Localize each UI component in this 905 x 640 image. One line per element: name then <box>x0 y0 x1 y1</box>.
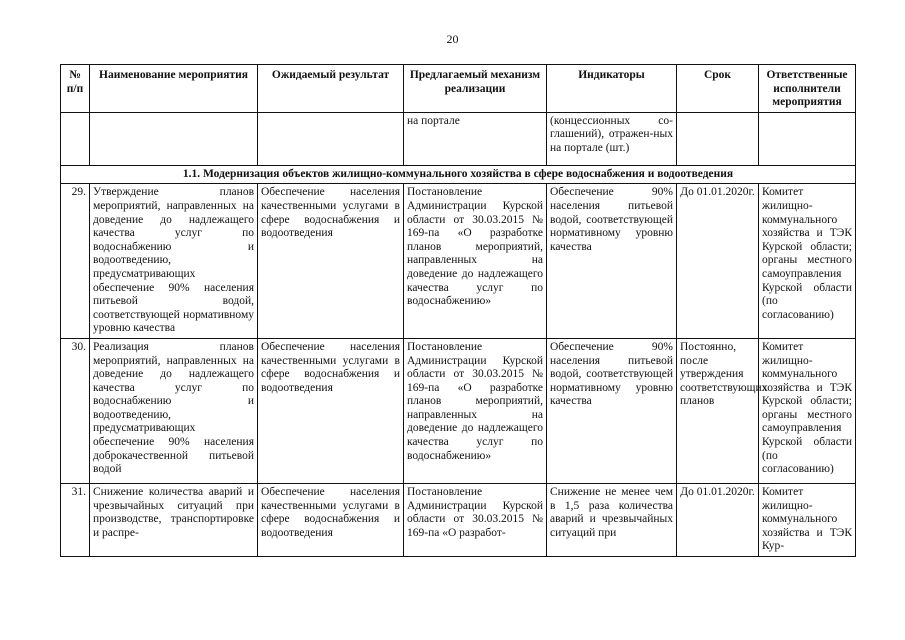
table-row <box>61 483 856 556</box>
header-mechanism: Предлагаемый механизм реализации <box>404 65 547 113</box>
header-row <box>61 65 856 113</box>
cell-responsible: Комитет жилищно-коммунального хозяйства и ТЭК Курской области; органы местного самоуправления Курской области (по согласованию) <box>759 338 856 483</box>
cell-indicators: Снижение не менее чем в 1,5 раза количества аварий и чрезвычайных ситуаций при <box>547 483 677 556</box>
cell-mechanism: на портале <box>404 112 547 165</box>
header-name: Наименование мероприятия <box>90 65 258 113</box>
cell-result: Обеспечение населения качественными услугами в сфере водоснабжения и водоотведения <box>258 184 404 339</box>
header-responsible: Ответственные исполнители мероприятия <box>759 65 856 113</box>
cell-result: Обеспечение населения качественными услугами в сфере водоснабжения и водоотведения <box>258 338 404 483</box>
header-num: № п/п <box>61 65 90 113</box>
cell-num: 31. <box>61 483 90 556</box>
cell-responsible: Комитет жилищно-коммунального хозяйства и ТЭК Курской области; органы местного самоуправления Курской области (по согласованию) <box>759 184 856 339</box>
continuation-row <box>61 112 856 165</box>
header-result: Ожидаемый результат <box>258 65 404 113</box>
cell-name: Снижение количества аварий и чрезвычайных ситуаций при производстве, транспортировке и распре- <box>90 483 258 556</box>
cell-mechanism: Постановление Администрации Курской области от 30.03.2015 № 169-па «О разработке планов мероприятий, направленных на доведение до надлежащего качества услуг по водоснабжению» <box>404 184 547 339</box>
header-term: Срок <box>677 65 759 113</box>
cell-mechanism: Постановление Администрации Курской области от 30.03.2015 № 169-па «О разработ- <box>404 483 547 556</box>
cell-term: До 01.01.2020г. <box>677 483 759 556</box>
page-number: 20 <box>446 32 459 46</box>
table-row <box>61 184 856 339</box>
cell-result: Обеспечение населения качественными услугами в сфере водоснабжения и водоотведения <box>258 483 404 556</box>
cell-term: Постоянно, после утверждения соответствующих планов <box>677 338 759 483</box>
measures-table <box>60 64 856 557</box>
cell-num: 30. <box>61 338 90 483</box>
table-row <box>61 338 856 483</box>
header-indicators: Индикаторы <box>547 65 677 113</box>
cell-indicators: Обеспечение 90% населения питьевой водой, соответствующей нормативному уровню качества <box>547 338 677 483</box>
cell-indicators: (концессионных со-глашений), отражен-ных на портале (шт.) <box>547 112 677 165</box>
cell-indicators: Обеспечение 90% населения питьевой водой, соответствующей нормативному уровню качества <box>547 184 677 339</box>
cell-num: 29. <box>61 184 90 339</box>
section-title: 1.1. Модернизация объектов жилищно-коммунального хозяйства в сфере водоснабжения и водоотведения <box>61 165 856 184</box>
cell-mechanism: Постановление Администрации Курской области от 30.03.2015 № 169-па «О разработке планов мероприятий, направленных на доведение до надлежащего качества услуг по водоснабжению» <box>404 338 547 483</box>
cell-name: Утверждение планов мероприятий, направленных на доведение до надлежащего качества услуг по водоснабжению и водоотведению, предусматривающих обеспечение 90% населения питьевой водой, соответствующей нормативному уровню качества <box>90 184 258 339</box>
cell-responsible: Комитет жилищно-коммунального хозяйства и ТЭК Кур- <box>759 483 856 556</box>
cell-term: До 01.01.2020г. <box>677 184 759 339</box>
section-row <box>61 165 856 184</box>
cell-name: Реализация планов мероприятий, направленных на доведение до надлежащего качества услуг по водоснабжению и водоотведению, предусматривающих обеспечение 90% населения доброкачественной питьевой водой <box>90 338 258 483</box>
